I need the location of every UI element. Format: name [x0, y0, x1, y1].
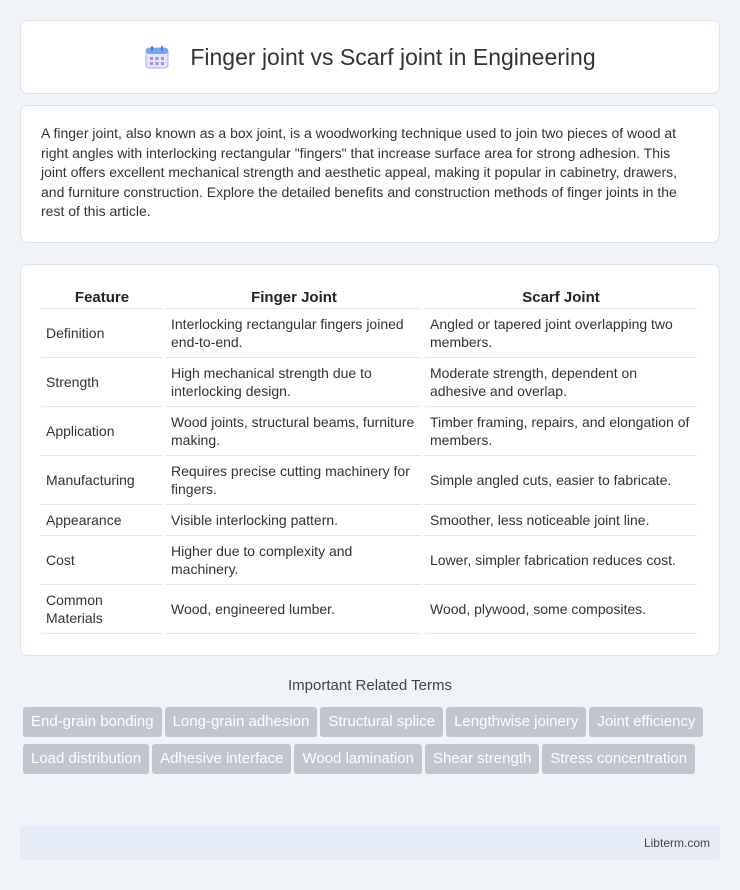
table-header-row — [41, 285, 697, 309]
related-term-tag[interactable]: Adhesive interface — [152, 744, 291, 774]
scarf-joint-cell: Lower, simpler fabrication reduces cost. — [425, 536, 697, 585]
feature-cell: Appearance — [41, 505, 163, 536]
header-card — [20, 20, 720, 94]
related-term-tag[interactable]: End-grain bonding — [23, 707, 162, 737]
feature-cell: Definition — [41, 309, 163, 358]
related-term-tag[interactable]: Load distribution — [23, 744, 149, 774]
related-terms-list — [23, 707, 723, 781]
column-header-feature: Feature — [41, 285, 163, 309]
table-row — [41, 536, 697, 585]
related-term-tag[interactable]: Stress concentration — [542, 744, 695, 774]
finger-joint-cell: High mechanical strength due to interlocking design. — [166, 358, 422, 407]
scarf-joint-cell: Moderate strength, dependent on adhesive and overlap. — [425, 358, 697, 407]
finger-joint-cell: Interlocking rectangular fingers joined end-to-end. — [166, 309, 422, 358]
table-row — [41, 358, 697, 407]
table-row — [41, 309, 697, 358]
table-row — [41, 505, 697, 536]
table-row — [41, 456, 697, 505]
feature-cell: Application — [41, 407, 163, 456]
column-header-finger-joint: Finger Joint — [166, 285, 422, 309]
scarf-joint-cell: Wood, plywood, some composites. — [425, 585, 697, 634]
finger-joint-cell: Wood joints, structural beams, furniture making. — [166, 407, 422, 456]
feature-cell: Cost — [41, 536, 163, 585]
scarf-joint-cell: Simple angled cuts, easier to fabricate. — [425, 456, 697, 505]
table-row — [41, 407, 697, 456]
finger-joint-cell: Higher due to complexity and machinery. — [166, 536, 422, 585]
related-term-tag[interactable]: Structural splice — [320, 707, 443, 737]
feature-cell: Strength — [41, 358, 163, 407]
finger-joint-cell: Requires precise cutting machinery for fingers. — [166, 456, 422, 505]
intro-paragraph: A finger joint, also known as a box joint, is a woodworking technique used to join two pieces of wood at right angles with interlocking rectangular "fingers" that increase surface area for strong adhesion. This joint offers excellent mechanical strength and aesthetic appeal, making it popular in cabinetry, drawers, and furniture construction. Explore the detailed benefits and construction methods of finger joints in the rest of this article. — [41, 125, 678, 220]
page-title: Finger joint vs Scarf joint in Engineering — [190, 43, 596, 70]
feature-cell: Common Materials — [41, 585, 163, 634]
related-term-tag[interactable]: Wood lamination — [294, 744, 421, 774]
finger-joint-cell: Wood, engineered lumber. — [166, 585, 422, 634]
finger-joint-cell: Visible interlocking pattern. — [166, 505, 422, 536]
comparison-table-card — [20, 264, 720, 656]
related-terms-heading: Important Related Terms — [288, 677, 452, 694]
table-row — [41, 585, 697, 634]
scarf-joint-cell: Smoother, less noticeable joint line. — [425, 505, 697, 536]
comparison-table — [38, 285, 700, 634]
related-term-tag[interactable]: Long-grain adhesion — [165, 707, 318, 737]
footer-site-link[interactable]: Libterm.com — [643, 836, 710, 850]
feature-cell: Manufacturing — [41, 456, 163, 505]
column-header-scarf-joint: Scarf Joint — [425, 285, 697, 309]
scarf-joint-cell: Angled or tapered joint overlapping two members. — [425, 309, 697, 358]
footer — [20, 826, 720, 860]
scarf-joint-cell: Timber framing, repairs, and elongation of members. — [425, 407, 697, 456]
related-term-tag[interactable]: Joint efficiency — [589, 707, 703, 737]
calendar-icon — [144, 44, 170, 70]
intro-card — [20, 105, 720, 243]
related-term-tag[interactable]: Shear strength — [425, 744, 539, 774]
related-term-tag[interactable]: Lengthwise joinery — [446, 707, 586, 737]
